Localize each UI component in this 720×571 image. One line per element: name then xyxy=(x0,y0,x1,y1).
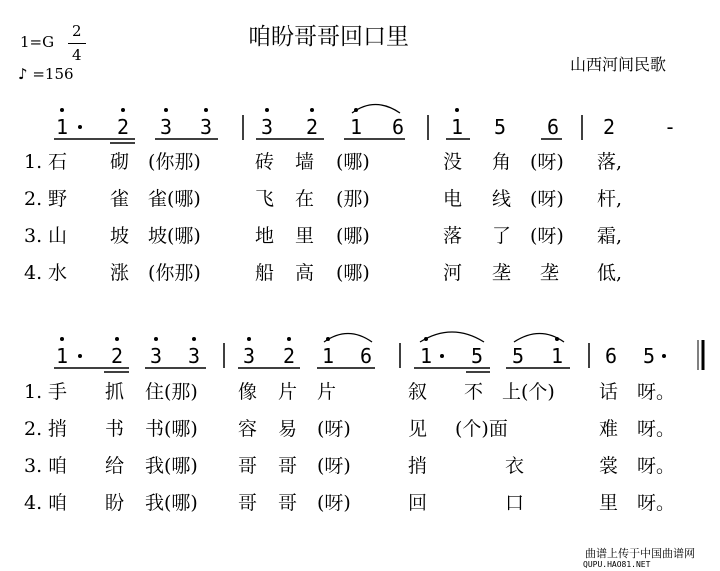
note: 5 xyxy=(494,115,507,139)
svg-text:4.: 4. xyxy=(24,492,43,514)
svg-text:不: 不 xyxy=(464,381,484,403)
svg-text:捎: 捎 xyxy=(408,455,428,477)
svg-text:3.: 3. xyxy=(24,455,43,477)
svg-text:石: 石 xyxy=(48,151,68,173)
svg-text:(哪): (哪) xyxy=(336,225,370,247)
svg-text:捎: 捎 xyxy=(48,418,68,440)
system1-lyrics xyxy=(24,151,622,284)
svg-text:落,: 落, xyxy=(597,151,623,173)
svg-text:(个)面: (个)面 xyxy=(455,418,508,440)
svg-text:墙: 墙 xyxy=(295,151,315,173)
svg-text:哥: 哥 xyxy=(278,492,298,514)
note: 3 xyxy=(200,115,213,139)
high-dot xyxy=(164,108,168,112)
svg-text:1.: 1. xyxy=(24,151,43,173)
svg-text:飞: 飞 xyxy=(255,188,275,210)
svg-text:1: 1 xyxy=(322,344,335,368)
watermark-url: QUPU.HAO81.NET xyxy=(583,560,651,569)
time-signature-bottom: 4 xyxy=(72,46,82,64)
svg-text:里: 里 xyxy=(295,225,315,247)
svg-text:衣: 衣 xyxy=(505,455,525,477)
tempo-marking: ♪ =156 xyxy=(18,65,74,83)
svg-text:5: 5 xyxy=(512,344,525,368)
svg-text:涨: 涨 xyxy=(110,262,130,284)
time-signature-top: 2 xyxy=(72,22,82,40)
note: 6 xyxy=(547,115,560,139)
svg-text:山: 山 xyxy=(48,225,68,247)
svg-text:船: 船 xyxy=(255,262,275,284)
svg-text:砌: 砌 xyxy=(110,151,130,173)
svg-text:(那): (那) xyxy=(336,188,370,210)
svg-text:叙: 叙 xyxy=(408,381,428,403)
svg-text:地: 地 xyxy=(255,225,275,247)
svg-text:杆,: 杆, xyxy=(597,188,623,210)
svg-text:线: 线 xyxy=(492,188,512,210)
svg-text:(你那): (你那) xyxy=(148,262,201,284)
svg-text:1: 1 xyxy=(551,344,564,368)
svg-text:3: 3 xyxy=(188,344,201,368)
svg-text:3.: 3. xyxy=(24,225,43,247)
svg-text:见: 见 xyxy=(408,418,428,440)
svg-text:像: 像 xyxy=(238,381,258,403)
svg-text:雀: 雀 xyxy=(110,188,130,210)
svg-text:野: 野 xyxy=(48,188,68,210)
high-dot xyxy=(310,108,314,112)
svg-text:3: 3 xyxy=(150,344,163,368)
svg-text:呀。: 呀。 xyxy=(637,418,676,440)
svg-text:(哪): (哪) xyxy=(336,151,370,173)
svg-text:2: 2 xyxy=(283,344,296,368)
note: 1 xyxy=(350,115,363,139)
svg-text:落: 落 xyxy=(443,225,463,247)
high-dot xyxy=(265,108,269,112)
svg-text:我(哪): 我(哪) xyxy=(145,455,198,477)
svg-text:哥: 哥 xyxy=(278,455,298,477)
svg-text:哥: 哥 xyxy=(238,455,258,477)
svg-text:上(个): 上(个) xyxy=(502,381,555,403)
svg-text:5: 5 xyxy=(471,344,484,368)
note: 2 xyxy=(603,115,616,139)
svg-text:低,: 低, xyxy=(597,262,623,284)
svg-text:易: 易 xyxy=(278,418,298,440)
high-dot xyxy=(204,108,208,112)
svg-text:垄: 垄 xyxy=(492,262,512,284)
dot-extend xyxy=(78,125,82,129)
svg-text:雀(哪): 雀(哪) xyxy=(148,188,201,210)
svg-text:抓: 抓 xyxy=(105,381,125,403)
svg-text:给: 给 xyxy=(105,455,125,477)
system1-beams xyxy=(54,139,562,143)
note: 3 xyxy=(261,115,274,139)
system2-lyrics xyxy=(24,381,675,514)
system2-notes xyxy=(56,337,666,368)
svg-text:在: 在 xyxy=(295,188,315,210)
svg-text:砖: 砖 xyxy=(255,151,275,173)
watermark-text: 曲谱上传于中国曲谱网 xyxy=(585,547,695,560)
note: 1 xyxy=(56,115,69,139)
high-dot xyxy=(121,108,125,112)
svg-text:(呀): (呀) xyxy=(317,492,351,514)
svg-text:水: 水 xyxy=(48,262,68,284)
svg-text:角: 角 xyxy=(492,151,512,173)
svg-text:口: 口 xyxy=(505,492,525,514)
svg-text:6: 6 xyxy=(605,344,618,368)
note: 6 xyxy=(392,115,405,139)
system1-notes xyxy=(56,108,676,140)
svg-text:2.: 2. xyxy=(24,418,43,440)
svg-text:我(哪): 我(哪) xyxy=(145,492,198,514)
note: 1 xyxy=(451,115,464,139)
svg-text:(呀): (呀) xyxy=(530,188,564,210)
svg-text:咱: 咱 xyxy=(48,455,68,477)
high-dot xyxy=(60,108,64,112)
svg-text:(你那): (你那) xyxy=(148,151,201,173)
svg-text:里: 里 xyxy=(599,492,619,514)
note: 2 xyxy=(306,115,319,139)
slur xyxy=(352,105,400,114)
svg-text:5: 5 xyxy=(643,344,656,368)
svg-text:话: 话 xyxy=(599,381,619,403)
note: 2 xyxy=(117,115,130,139)
svg-text:2: 2 xyxy=(111,344,124,368)
svg-text:1: 1 xyxy=(420,344,433,368)
svg-text:呀。: 呀。 xyxy=(637,381,676,403)
svg-text:片: 片 xyxy=(278,381,298,403)
system2-beams xyxy=(54,368,570,372)
svg-text:坡(哪): 坡(哪) xyxy=(148,225,201,247)
svg-text:高: 高 xyxy=(295,262,315,284)
svg-text:电: 电 xyxy=(443,188,463,210)
svg-text:河: 河 xyxy=(443,262,463,284)
svg-text:回: 回 xyxy=(408,492,428,514)
song-source: 山西河间民歌 xyxy=(570,55,667,74)
svg-text:3: 3 xyxy=(243,344,256,368)
note: 3 xyxy=(160,115,173,139)
song-title: 咱盼哥哥回口里 xyxy=(248,24,409,50)
svg-text:4.: 4. xyxy=(24,262,43,284)
svg-text:手: 手 xyxy=(48,381,68,403)
svg-text:(呀): (呀) xyxy=(530,225,564,247)
svg-text:没: 没 xyxy=(443,151,463,173)
svg-text:6: 6 xyxy=(360,344,373,368)
dash: - xyxy=(664,115,677,139)
svg-text:2.: 2. xyxy=(24,188,43,210)
svg-text:霜,: 霜, xyxy=(597,225,623,247)
svg-text:(呀): (呀) xyxy=(530,151,564,173)
svg-text:坡: 坡 xyxy=(110,225,130,247)
svg-text:住(那): 住(那) xyxy=(145,381,198,403)
svg-text:呀。: 呀。 xyxy=(637,455,676,477)
svg-text:盼: 盼 xyxy=(105,492,125,514)
svg-text:(呀): (呀) xyxy=(317,455,351,477)
svg-text:1: 1 xyxy=(56,344,69,368)
svg-text:1.: 1. xyxy=(24,381,43,403)
key-signature: 1=G xyxy=(20,33,55,51)
svg-text:书(哪): 书(哪) xyxy=(145,418,198,440)
svg-text:片: 片 xyxy=(317,381,337,403)
svg-text:容: 容 xyxy=(238,418,258,440)
svg-text:咱: 咱 xyxy=(48,492,68,514)
svg-text:书: 书 xyxy=(105,418,125,440)
high-dot xyxy=(455,108,459,112)
svg-text:(呀): (呀) xyxy=(317,418,351,440)
svg-text:难: 难 xyxy=(599,418,619,440)
svg-text:哥: 哥 xyxy=(238,492,258,514)
svg-text:呀。: 呀。 xyxy=(637,492,676,514)
svg-text:垄: 垄 xyxy=(540,262,560,284)
svg-text:(哪): (哪) xyxy=(336,262,370,284)
svg-text:裳: 裳 xyxy=(599,455,619,477)
svg-text:了: 了 xyxy=(492,225,512,247)
